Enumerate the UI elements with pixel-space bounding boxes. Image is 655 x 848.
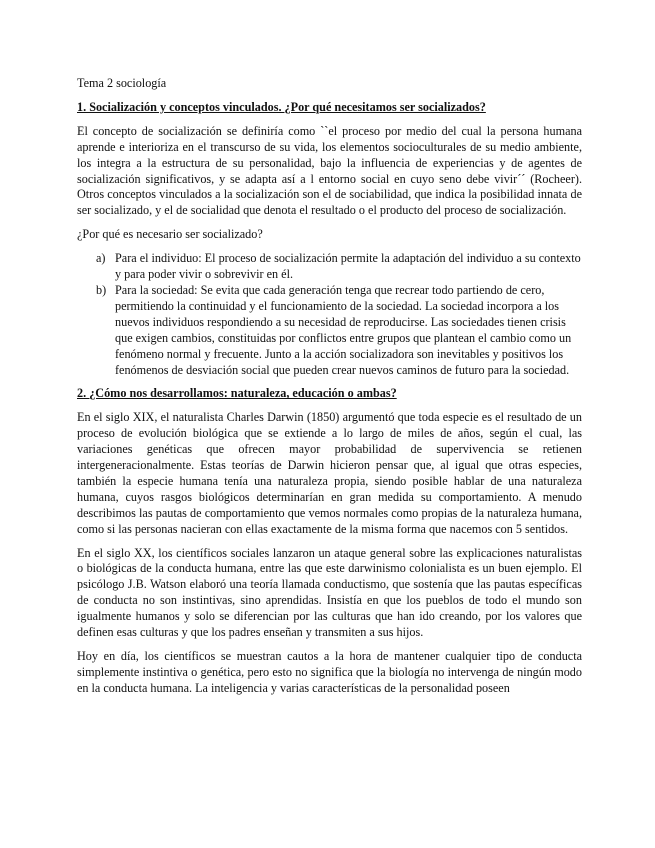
question-por-que-socializado: ¿Por qué es necesario ser socializado? [77, 227, 263, 242]
answer-list [77, 251, 582, 378]
list-item-individuo [77, 251, 582, 283]
paragraph-conductismo: En el siglo XX, los científicos sociales lanzaron un ataque general sobre las explicaciones naturalistas o biológicas de la conducta humana, entre las que este darwinismo colonialista es un buen ejemplo. El psicólogo J.B. Watson elaboró una teoría llamada conductismo, que sostenía que las pautas específicas de conducta no son instintivas, sino aprendidas. Insistía en que los pueblos de todo el mundo son igualmente humanos y solo se diferencian por las culturas que han ido creando, por los valores que definen esas culturas y que los padres enseñan y transmiten a sus hijos. [77, 545, 582, 640]
list-item-text: Para el individuo: El proceso de socialización permite la adaptación del individuo a su contexto y para poder vivir o sobrevivir en él. [115, 251, 581, 282]
list-item-text: Para la sociedad: Se evita que cada generación tenga que recrear todo partiendo de cero, permitiendo la continuidad y el funcionamiento de la sociedad. La sociedad incorpora a los nuevos individuos respondiendo a su necesidad de reproducirse. Las sociedades tienen crisis que exigen cambios, constituidas por conflictos entre grupos que plantean el cambio como un fenómeno normal y frecuente. Junto a la acción socializadora son inevitables y positivos los fenómenos de desviación social que pueden crear nuevos caminos de futuro para la sociedad. [115, 282, 572, 377]
list-item-sociedad [77, 283, 582, 378]
document-title: Tema 2 sociología [77, 76, 167, 90]
paragraph-darwin: En el siglo XIX, el naturalista Charles Darwin (1850) argumentó que toda especie es el resultado de un proceso de evolución biológica que se extiende a lo largo de miles de años, según el cual, las variaciones genéticas que ofrecen mayor probabilidad de supervivencia se retienen intergeneracionalmente. Estas teorías de Darwin hicieron pensar que, al igual que otras especies, también la especie humana tenía una naturaleza propia, siendo posible hablar de una naturaleza humana, cuyos rasgos biológicos determinarían en gran medida su comportamiento. A menudo describimos las pautas de comportamiento que vemos normales como propias de la naturaleza humana, como si las personas nacieran con ellas exactamente de la misma forma que nacemos con 5 sentidos. [77, 410, 582, 536]
list-marker: b) [96, 282, 107, 297]
section-heading-naturaleza-educacion: 2. ¿Cómo nos desarrollamos: naturaleza, educación o ambas? [77, 386, 397, 401]
paragraph-definicion-socializacion: El concepto de socialización se definiría como ``el proceso por medio del cual la persona humana aprende e interioriza en el transcurso de su vida, los elementos socioculturales de su medio ambiente, los integra a la estructura de su personalidad, bajo la influencia de experiencias y de agentes de socialización significativos, y se adapta así a l entorno social en cuyo seno debe vivir´´ (Rocheer). Otros conceptos vinculados a la socialización son el de sociabilidad, que indica la posibilidad innata de ser socializado, y el de socialidad que denota el resultado o el producto del proceso de socialización. [77, 123, 582, 218]
paragraph-hoy-en-dia: Hoy en día, los científicos se muestran cautos a la hora de mantener cualquier tipo de conducta simplemente instintiva o genética, pero esto no significa que la biología no intervenga de ningún modo en la conducta humana. La inteligencia y varias características de la personalidad poseen [77, 649, 582, 695]
document-page [77, 76, 582, 705]
section-heading-socializacion: 1. Socialización y conceptos vinculados. ¿Por qué necesitamos ser socializados? [77, 99, 486, 114]
list-marker: a) [96, 251, 106, 266]
